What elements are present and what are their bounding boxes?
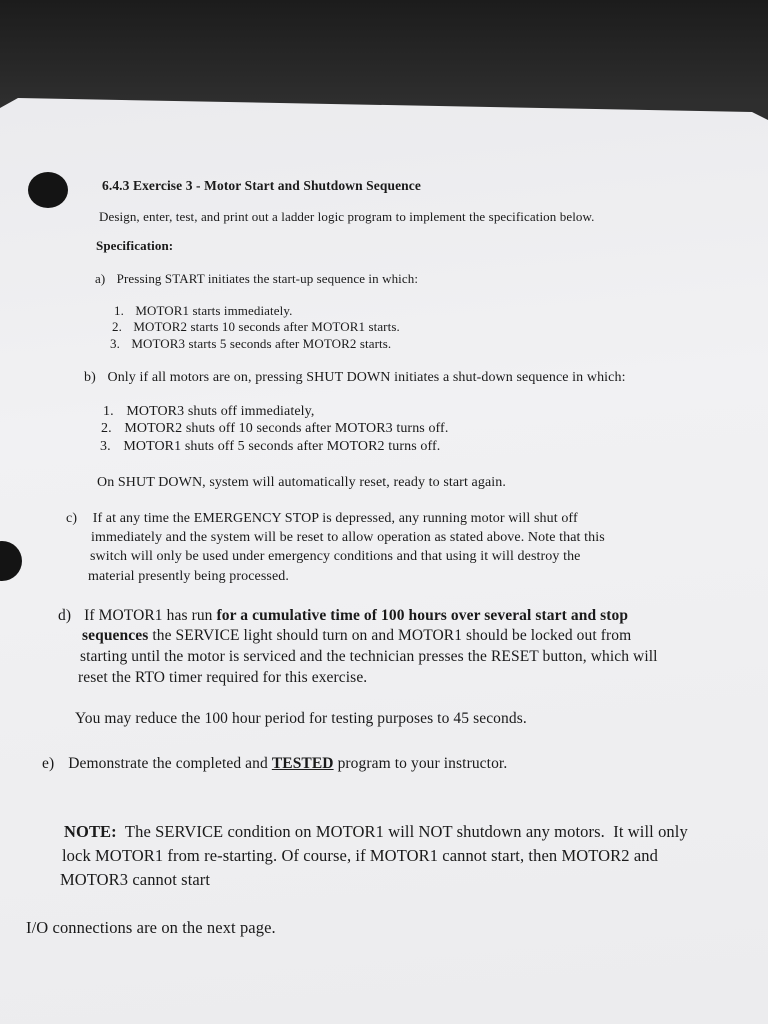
item-e-marker: e) (42, 755, 55, 772)
item-c-line (66, 511, 578, 527)
item-c-line: switch will only be used under emergency conditions and that using it will destroy the (90, 549, 581, 564)
list-item (110, 336, 391, 352)
item-e (42, 755, 507, 773)
item-c-marker: c) (66, 511, 78, 526)
item-b-text: Only if all motors are on, pressing SHUT DOWN initiates a shut-down sequence in which: (107, 370, 626, 385)
exercise-heading: 6.4.3 Exercise 3 - Motor Start and Shutdown Sequence (102, 178, 421, 193)
list-item (101, 421, 448, 437)
note-text: The SERVICE condition on MOTOR1 will NOT shutdown any motors. It will only (116, 822, 688, 841)
list-item (114, 303, 292, 319)
item-c-line: material presently being processed. (88, 569, 289, 584)
step-number: 3. (110, 336, 120, 351)
step-text: MOTOR1 starts immediately. (135, 303, 293, 318)
intro-text: Design, enter, test, and print out a ladder logic program to implement the specification below. (99, 209, 595, 224)
tested-emphasis: TESTED (271, 755, 334, 772)
footer-text: I/O connections are on the next page. (26, 918, 276, 937)
list-item (103, 404, 314, 420)
shutdown-reset-note: On SHUT DOWN, system will automatically reset, ready to start again. (97, 475, 506, 490)
item-c-line: immediately and the system will be reset to allow operation as stated above. Note that this (91, 530, 605, 545)
specification-label: Specification: (96, 238, 174, 253)
step-text: MOTOR3 shuts off immediately, (126, 404, 315, 419)
list-item (100, 439, 440, 455)
item-d-line: starting until the motor is serviced and the technician presses the RESET button, which will (80, 648, 658, 665)
step-text: MOTOR2 shuts off 10 seconds after MOTOR3 turns off. (124, 421, 449, 436)
item-d-line: reset the RTO timer required for this exercise. (78, 669, 368, 686)
step-text: MOTOR1 shuts off 5 seconds after MOTOR2 turns off. (123, 439, 441, 454)
item-a-marker: a) (95, 271, 106, 286)
item-d-line (58, 607, 628, 625)
item-b-marker: b) (84, 370, 96, 385)
step-number: 1. (114, 303, 124, 318)
list-item (112, 319, 400, 335)
step-number: 2. (112, 319, 122, 334)
item-d-line (82, 627, 631, 645)
testing-period-note: You may reduce the 100 hour period for testing purposes to 45 seconds. (75, 710, 527, 727)
step-text: MOTOR3 starts 5 seconds after MOTOR2 starts. (131, 336, 392, 351)
item-b (84, 370, 626, 386)
item-d-emphasis: for a cumulative time of 100 hours over several start and stop (216, 607, 629, 624)
step-number: 3. (100, 439, 111, 454)
note-line: lock MOTOR1 from re-starting. Of course, if MOTOR1 cannot start, then MOTOR2 and (62, 846, 658, 865)
item-a (95, 271, 418, 287)
item-c-text: If at any time the EMERGENCY STOP is depressed, any running motor will shut off (92, 511, 578, 526)
item-d-emphasis: sequences (82, 627, 149, 644)
item-d-marker: d) (58, 607, 72, 624)
item-d-text: the SERVICE light should turn on and MOTOR1 should be locked out from (148, 627, 632, 644)
step-number: 2. (101, 421, 112, 436)
item-e-text: program to your instructor. (333, 755, 508, 772)
note-label: NOTE: (64, 822, 117, 841)
punch-hole (28, 172, 68, 208)
step-number: 1. (103, 404, 114, 419)
note-line: MOTOR3 cannot start (60, 870, 211, 889)
item-e-text: Demonstrate the completed and (68, 755, 272, 772)
item-d-text: If MOTOR1 has run (84, 607, 217, 624)
note-line (64, 822, 688, 842)
step-text: MOTOR2 starts 10 seconds after MOTOR1 starts. (133, 319, 400, 334)
item-a-text: Pressing START initiates the start-up sequence in which: (116, 271, 419, 286)
